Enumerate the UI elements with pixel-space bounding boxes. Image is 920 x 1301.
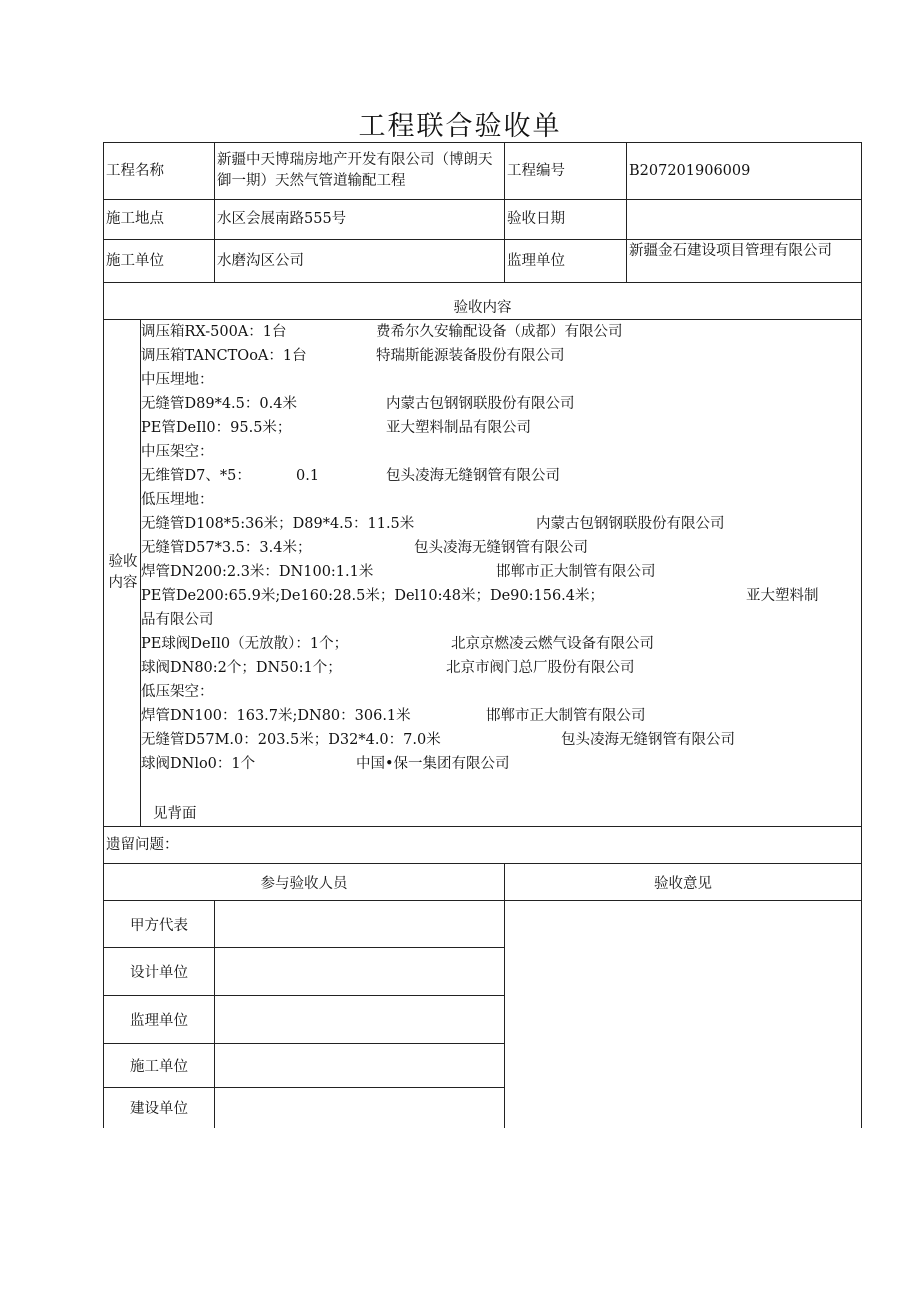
acceptance-side-text: 验收内容 <box>108 554 138 591</box>
acceptance-item: 焊管DN100：163.7米;DN80：306.1米 <box>141 708 411 724</box>
opinion-header: 验收意见 <box>505 864 862 901</box>
acceptance-item: 低压埋地： <box>141 492 214 508</box>
builder-value: 水磨沟区公司 <box>215 240 505 283</box>
acceptance-item: 无缝管D89*4.5：0.4米 <box>141 396 297 412</box>
date-label: 验收日期 <box>505 200 627 240</box>
acceptance-item: 低压架空： <box>141 684 214 700</box>
acceptance-vendor: 中国•保一集团有限公司 <box>356 756 510 772</box>
project-info-table <box>103 142 862 320</box>
acceptance-lines <box>141 320 861 826</box>
spacer <box>141 776 861 802</box>
acceptance-item: 调压箱TANCTOoA：1台 <box>141 348 307 364</box>
acceptance-item: 无维管D7、*5： <box>141 468 251 484</box>
participant-sign-field[interactable] <box>215 996 505 1044</box>
issues-cell: 遗留问题： <box>104 827 862 864</box>
acceptance-form <box>103 142 861 1128</box>
acceptance-line <box>141 320 861 344</box>
acceptance-content-table <box>103 319 862 864</box>
site-label: 施工地点 <box>104 200 215 240</box>
acceptance-item: 调压箱RX-500A：1台 <box>141 324 287 340</box>
acceptance-vendor: 邯郸市正大制管有限公司 <box>496 564 656 580</box>
participant-role: 建设单位 <box>104 1088 215 1128</box>
acceptance-line <box>141 728 861 752</box>
project-number-value: B207201906009 <box>627 143 862 200</box>
participant-sign-field[interactable] <box>215 901 505 948</box>
participant-role: 设计单位 <box>104 948 215 996</box>
acceptance-line <box>141 488 861 512</box>
acceptance-quantity: 0.1 <box>296 468 320 484</box>
acceptance-line <box>141 632 861 656</box>
acceptance-item: PE管DeIl0：95.5米； <box>141 420 292 436</box>
acceptance-item: 无缝管D57*3.5：3.4米； <box>141 540 312 556</box>
acceptance-vendor: 北京京燃凌云燃气设备有限公司 <box>451 636 654 652</box>
acceptance-vendor: 邯郸市正大制管有限公司 <box>486 708 646 724</box>
acceptance-side-label <box>104 320 141 827</box>
acceptance-vendor: 北京市阀门总厂股份有限公司 <box>446 660 635 676</box>
acceptance-vendor: 亚大塑料制品有限公司 <box>386 420 531 436</box>
acceptance-item: 球阀DNlo0：1个 <box>141 756 256 772</box>
participant-role: 施工单位 <box>104 1044 215 1088</box>
participant-sign-field[interactable] <box>215 948 505 996</box>
site-value: 水区会展南路555号 <box>215 200 505 240</box>
acceptance-item: 无缝管D108*5:36米；D89*4.5：11.5米 <box>141 516 415 532</box>
acceptance-item: PE管De200:65.9米;De160:28.5米；Del10:48米；De90:156.4米； <box>141 588 605 604</box>
acceptance-line <box>141 656 861 680</box>
supervisor-label: 监理单位 <box>505 240 627 283</box>
acceptance-vendor: 包头凌海无缝钢管有限公司 <box>386 468 560 484</box>
acceptance-vendor: 内蒙古包钢钢联股份有限公司 <box>386 396 575 412</box>
acceptance-vendor: 内蒙古包钢钢联股份有限公司 <box>536 516 725 532</box>
participant-sign-field[interactable] <box>215 1088 505 1128</box>
acceptance-line <box>141 512 861 536</box>
acceptance-item: PE球阀DeIl0（无放散）：1个； <box>141 636 349 652</box>
acceptance-line <box>141 440 861 464</box>
participants-header: 参与验收人员 <box>104 864 505 901</box>
supervisor-value: 新疆金石建设项目管理有限公司 <box>627 240 862 283</box>
acceptance-content <box>141 320 862 827</box>
participant-role: 监理单位 <box>104 996 215 1044</box>
acceptance-vendor: 特瑞斯能源装备股份有限公司 <box>376 348 565 364</box>
acceptance-header: 验收内容 <box>104 283 862 320</box>
date-value <box>627 200 862 240</box>
acceptance-vendor: 亚大塑料制 <box>746 588 819 604</box>
acceptance-vendor: 包头凌海无缝钢管有限公司 <box>561 732 735 748</box>
acceptance-line <box>141 704 861 728</box>
opinion-field[interactable] <box>505 901 862 1128</box>
project-name-label: 工程名称 <box>104 143 215 200</box>
acceptance-line <box>141 752 861 776</box>
acceptance-vendor: 费希尔久安输配设备（成都）有限公司 <box>376 324 623 340</box>
acceptance-item: 焊管DN200:2.3米：DN100:1.1米 <box>141 564 374 580</box>
acceptance-line <box>141 584 861 632</box>
project-name-value: 新疆中天博瑞房地产开发有限公司（博朗天御一期）天然气管道输配工程 <box>215 143 505 200</box>
participant-role: 甲方代表 <box>104 901 215 948</box>
acceptance-vendor-continued: 品有限公司 <box>141 612 214 628</box>
acceptance-vendor: 包头凌海无缝钢管有限公司 <box>414 540 588 556</box>
acceptance-item: 中压架空： <box>141 444 214 460</box>
acceptance-item: 中压埋地： <box>141 372 214 388</box>
acceptance-item: 球阀DN80:2个；DN50:1个； <box>141 660 342 676</box>
acceptance-line <box>141 392 861 416</box>
acceptance-line <box>141 680 861 704</box>
acceptance-line <box>141 416 861 440</box>
project-number-label: 工程编号 <box>505 143 627 200</box>
participants-table <box>103 863 862 1128</box>
document-title: 工程联合验收单 <box>358 111 562 142</box>
acceptance-item: 无缝管D57M.0：203.5米；D32*4.0：7.0米 <box>141 732 441 748</box>
acceptance-line <box>141 560 861 584</box>
participant-sign-field[interactable] <box>215 1044 505 1088</box>
acceptance-footer-note: 见背面 <box>153 806 197 822</box>
acceptance-line <box>141 536 861 560</box>
acceptance-line <box>141 368 861 392</box>
builder-label: 施工单位 <box>104 240 215 283</box>
acceptance-line <box>141 464 861 488</box>
acceptance-line <box>141 344 861 368</box>
